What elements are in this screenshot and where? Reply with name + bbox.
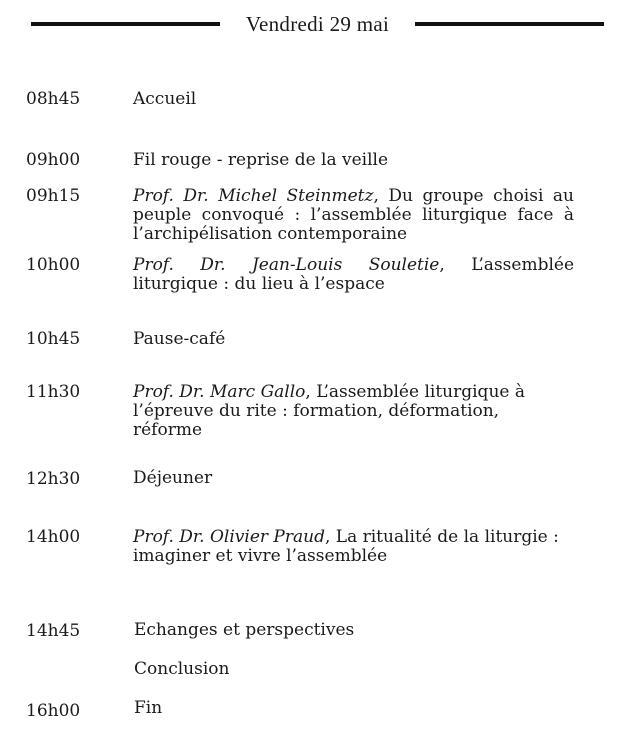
speaker-name: Prof. Dr. Marc Gallo [133, 382, 306, 402]
page-title: Vendredi 29 mai [245, 12, 390, 36]
schedule-talk [133, 528, 574, 566]
header-rule-left [31, 22, 220, 26]
schedule-time: 08h45 [26, 89, 81, 109]
speaker-name: Prof. Dr. Michel Steinmetz [133, 186, 374, 206]
schedule-time: 16h00 [26, 701, 81, 721]
schedule-talk [133, 187, 574, 244]
schedule-time: 10h00 [26, 255, 81, 275]
schedule-event: Echanges et perspectives [134, 620, 355, 640]
day-header [0, 0, 640, 50]
speaker-separator: , [305, 382, 317, 402]
schedule-event: Fil rouge - reprise de la veille [133, 150, 389, 170]
schedule-time: 14h00 [26, 527, 81, 547]
schedule-time: 11h30 [26, 382, 81, 402]
schedule-time: 09h15 [26, 186, 81, 206]
schedule-time: 14h45 [26, 621, 81, 641]
schedule-event: Pause-café [133, 329, 226, 349]
speaker-separator: , [324, 527, 336, 547]
speaker-separator: , [439, 255, 472, 275]
talk-title: L’assemblée liturgique : du lieu à l’espace [133, 255, 575, 294]
schedule-time: 09h00 [26, 150, 81, 170]
speaker-separator: , [373, 186, 389, 206]
schedule-event: Accueil [133, 89, 197, 109]
schedule-time: 10h45 [26, 329, 81, 349]
schedule-event: Conclusion [134, 659, 230, 679]
schedule-event: Fin [134, 698, 163, 718]
speaker-name: Prof. Dr. Jean-Louis Souletie [133, 255, 440, 275]
schedule-event: Déjeuner [133, 468, 213, 488]
schedule-talk [133, 383, 533, 440]
talk-title: La ritualité de la liturgie : imaginer et vivre l’assemblée [133, 527, 559, 566]
schedule-talk [133, 256, 574, 294]
talk-title: Du groupe choisi au peuple convoqué : l’assemblée liturgique face à l’archipélisation contemporaine [133, 186, 574, 244]
header-rule-right [415, 22, 604, 26]
schedule-time: 12h30 [26, 469, 81, 489]
talk-title: L’assemblée liturgique à l’épreuve du rite : formation, déformation, réforme [133, 382, 525, 440]
speaker-name: Prof. Dr. Olivier Praud [133, 527, 325, 547]
